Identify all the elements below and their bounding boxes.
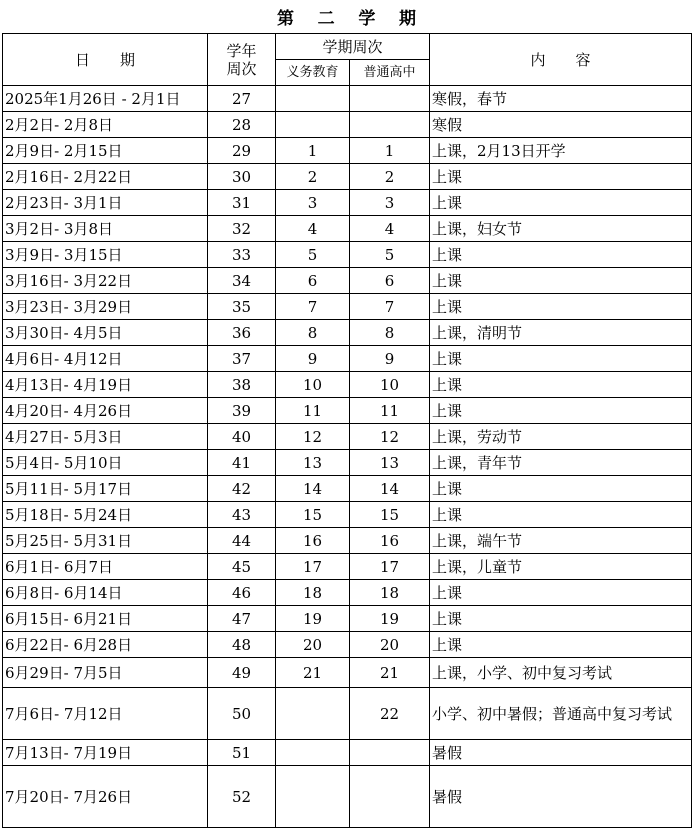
compulsory-week-cell: 2 (276, 164, 350, 190)
date-cell: 2月9日- 2月15日 (3, 138, 208, 164)
high-school-week-cell: 1 (350, 138, 430, 164)
content-cell: 上课，清明节 (430, 320, 692, 346)
year-week-cell: 32 (208, 216, 276, 242)
high-school-week-cell: 19 (350, 606, 430, 632)
year-week-cell: 38 (208, 372, 276, 398)
date-cell: 2月2日- 2月8日 (3, 112, 208, 138)
date-cell: 6月8日- 6月14日 (3, 580, 208, 606)
compulsory-week-cell: 19 (276, 606, 350, 632)
high-school-week-cell: 16 (350, 528, 430, 554)
high-school-week-cell: 2 (350, 164, 430, 190)
table-row (3, 398, 692, 424)
schedule-body (3, 86, 692, 828)
year-week-cell: 34 (208, 268, 276, 294)
high-school-week-cell (350, 740, 430, 766)
year-week-cell: 30 (208, 164, 276, 190)
year-week-cell: 46 (208, 580, 276, 606)
year-week-cell: 52 (208, 766, 276, 828)
high-school-week-cell: 5 (350, 242, 430, 268)
table-row (3, 740, 692, 766)
compulsory-week-cell (276, 688, 350, 740)
content-cell: 上课 (430, 476, 692, 502)
compulsory-week-cell (276, 766, 350, 828)
date-cell: 2025年1月26日 - 2月1日 (3, 86, 208, 112)
content-cell: 上课，劳动节 (430, 424, 692, 450)
compulsory-week-cell: 17 (276, 554, 350, 580)
high-school-week-cell (350, 86, 430, 112)
compulsory-week-cell (276, 740, 350, 766)
term-title-text: 第 二 学 期 (276, 9, 417, 29)
high-school-week-cell: 15 (350, 502, 430, 528)
year-week-cell: 48 (208, 632, 276, 658)
content-cell: 上课 (430, 164, 692, 190)
high-school-week-cell: 21 (350, 658, 430, 688)
table-row (3, 372, 692, 398)
schedule-table (2, 33, 692, 828)
year-week-cell: 51 (208, 740, 276, 766)
date-cell: 5月18日- 5月24日 (3, 502, 208, 528)
year-week-cell: 37 (208, 346, 276, 372)
content-cell: 上课 (430, 502, 692, 528)
year-week-cell: 45 (208, 554, 276, 580)
content-cell: 上课 (430, 580, 692, 606)
high-school-week-cell: 7 (350, 294, 430, 320)
year-week-cell: 27 (208, 86, 276, 112)
year-week-cell: 44 (208, 528, 276, 554)
table-row (3, 164, 692, 190)
table-row (3, 476, 692, 502)
table-row (3, 190, 692, 216)
content-cell: 上课 (430, 372, 692, 398)
year-week-cell: 41 (208, 450, 276, 476)
compulsory-week-cell: 7 (276, 294, 350, 320)
table-row (3, 502, 692, 528)
compulsory-week-cell: 11 (276, 398, 350, 424)
year-week-cell: 33 (208, 242, 276, 268)
content-cell: 寒假 (430, 112, 692, 138)
date-cell: 6月1日- 6月7日 (3, 554, 208, 580)
header-date: 日 期 (3, 34, 208, 86)
table-row (3, 658, 692, 688)
date-cell: 5月25日- 5月31日 (3, 528, 208, 554)
content-cell: 上课 (430, 606, 692, 632)
high-school-week-cell: 4 (350, 216, 430, 242)
table-row (3, 216, 692, 242)
content-cell: 上课 (430, 268, 692, 294)
content-cell: 上课 (430, 294, 692, 320)
compulsory-week-cell (276, 86, 350, 112)
date-cell: 7月13日- 7月19日 (3, 740, 208, 766)
content-cell: 上课，儿童节 (430, 554, 692, 580)
content-cell: 上课，小学、初中复习考试 (430, 658, 692, 688)
date-cell: 2月23日- 3月1日 (3, 190, 208, 216)
year-week-cell: 31 (208, 190, 276, 216)
compulsory-week-cell: 1 (276, 138, 350, 164)
header-year-week-line2: 周次 (226, 59, 257, 78)
high-school-week-cell: 6 (350, 268, 430, 294)
high-school-week-cell (350, 766, 430, 828)
table-row (3, 554, 692, 580)
content-cell: 上课 (430, 632, 692, 658)
compulsory-week-cell: 18 (276, 580, 350, 606)
year-week-cell: 42 (208, 476, 276, 502)
content-cell: 上课，青年节 (430, 450, 692, 476)
high-school-week-cell: 20 (350, 632, 430, 658)
high-school-week-cell: 11 (350, 398, 430, 424)
table-row (3, 294, 692, 320)
table-row (3, 346, 692, 372)
high-school-week-cell: 3 (350, 190, 430, 216)
high-school-week-cell: 10 (350, 372, 430, 398)
year-week-cell: 43 (208, 502, 276, 528)
compulsory-week-cell: 12 (276, 424, 350, 450)
table-row (3, 268, 692, 294)
date-cell: 3月9日- 3月15日 (3, 242, 208, 268)
compulsory-week-cell: 14 (276, 476, 350, 502)
high-school-week-cell: 9 (350, 346, 430, 372)
content-cell: 上课，端午节 (430, 528, 692, 554)
header-term-week: 学期周次 (276, 34, 430, 60)
table-row (3, 138, 692, 164)
table-row (3, 688, 692, 740)
header-content: 内 容 (430, 34, 692, 86)
compulsory-week-cell: 3 (276, 190, 350, 216)
compulsory-week-cell: 16 (276, 528, 350, 554)
table-row (3, 580, 692, 606)
date-cell: 4月27日- 5月3日 (3, 424, 208, 450)
date-cell: 2月16日- 2月22日 (3, 164, 208, 190)
compulsory-week-cell: 4 (276, 216, 350, 242)
content-cell: 暑假 (430, 740, 692, 766)
table-row (3, 86, 692, 112)
date-cell: 6月15日- 6月21日 (3, 606, 208, 632)
table-row (3, 766, 692, 828)
table-row (3, 632, 692, 658)
content-cell: 寒假，春节 (430, 86, 692, 112)
content-cell: 上课 (430, 242, 692, 268)
date-cell: 4月6日- 4月12日 (3, 346, 208, 372)
date-cell: 3月16日- 3月22日 (3, 268, 208, 294)
high-school-week-cell (350, 112, 430, 138)
date-cell: 5月4日- 5月10日 (3, 450, 208, 476)
date-cell: 4月13日- 4月19日 (3, 372, 208, 398)
high-school-week-cell: 13 (350, 450, 430, 476)
year-week-cell: 47 (208, 606, 276, 632)
header-row-1 (3, 34, 692, 60)
content-cell: 小学、初中暑假；普通高中复习考试 (430, 688, 692, 740)
year-week-cell: 50 (208, 688, 276, 740)
year-week-cell: 49 (208, 658, 276, 688)
content-cell: 上课，妇女节 (430, 216, 692, 242)
high-school-week-cell: 8 (350, 320, 430, 346)
date-cell: 7月6日- 7月12日 (3, 688, 208, 740)
header-high-school: 普通高中 (350, 60, 430, 86)
high-school-week-cell: 12 (350, 424, 430, 450)
high-school-week-cell: 18 (350, 580, 430, 606)
compulsory-week-cell (276, 112, 350, 138)
high-school-week-cell: 14 (350, 476, 430, 502)
term-title (0, 0, 693, 33)
content-cell: 上课，2月13日开学 (430, 138, 692, 164)
high-school-week-cell: 17 (350, 554, 430, 580)
compulsory-week-cell: 21 (276, 658, 350, 688)
compulsory-week-cell: 9 (276, 346, 350, 372)
year-week-cell: 29 (208, 138, 276, 164)
compulsory-week-cell: 6 (276, 268, 350, 294)
table-row (3, 320, 692, 346)
compulsory-week-cell: 20 (276, 632, 350, 658)
date-cell: 4月20日- 4月26日 (3, 398, 208, 424)
header-year-week-line1: 学年 (226, 41, 257, 60)
date-cell: 6月29日- 7月5日 (3, 658, 208, 688)
year-week-cell: 39 (208, 398, 276, 424)
year-week-cell: 36 (208, 320, 276, 346)
content-cell: 上课 (430, 190, 692, 216)
compulsory-week-cell: 15 (276, 502, 350, 528)
date-cell: 3月30日- 4月5日 (3, 320, 208, 346)
compulsory-week-cell: 13 (276, 450, 350, 476)
table-row (3, 424, 692, 450)
header-year-week (208, 34, 276, 86)
date-cell: 6月22日- 6月28日 (3, 632, 208, 658)
compulsory-week-cell: 10 (276, 372, 350, 398)
table-row (3, 450, 692, 476)
table-row (3, 606, 692, 632)
content-cell: 上课 (430, 346, 692, 372)
date-cell: 5月11日- 5月17日 (3, 476, 208, 502)
high-school-week-cell: 22 (350, 688, 430, 740)
table-row (3, 112, 692, 138)
year-week-cell: 28 (208, 112, 276, 138)
year-week-cell: 35 (208, 294, 276, 320)
year-week-cell: 40 (208, 424, 276, 450)
date-cell: 3月23日- 3月29日 (3, 294, 208, 320)
compulsory-week-cell: 8 (276, 320, 350, 346)
table-row (3, 242, 692, 268)
date-cell: 3月2日- 3月8日 (3, 216, 208, 242)
content-cell: 上课 (430, 398, 692, 424)
header-compulsory: 义务教育 (276, 60, 350, 86)
content-cell: 暑假 (430, 766, 692, 828)
compulsory-week-cell: 5 (276, 242, 350, 268)
date-cell: 7月20日- 7月26日 (3, 766, 208, 828)
table-row (3, 528, 692, 554)
